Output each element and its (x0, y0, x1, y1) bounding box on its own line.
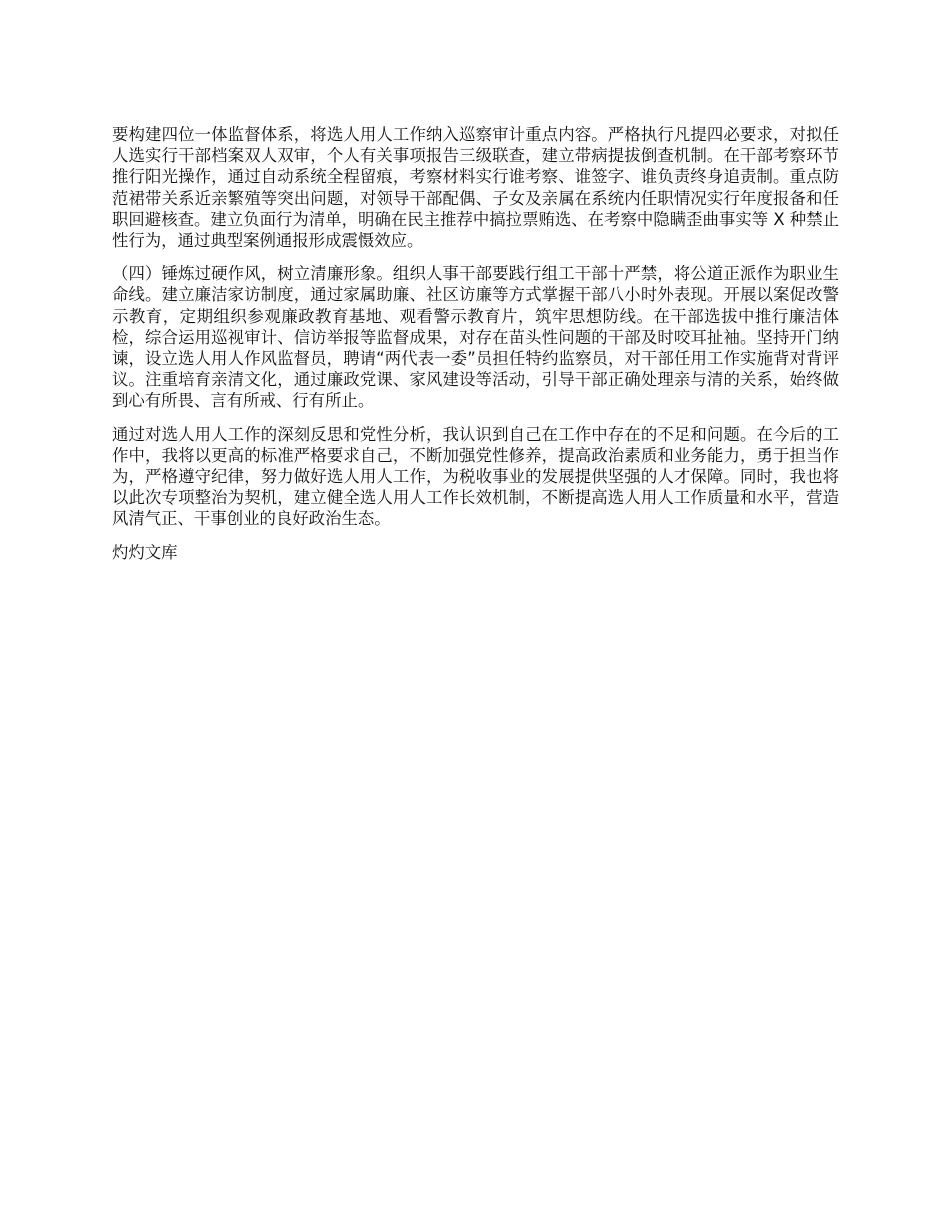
paragraph-supervision-system: 要构建四位一体监督体系，将选人用人工作纳入巡察审计重点内容。严格执行凡提四必要求，对拟任人选实行干部档案双人双审，个人有关事项报告三级联查，建立带病提拔倒查机制。在干部考察环节推行阳光操作，通过自动系统全程留痕，考察材料实行谁考察、谁签字、谁负责终身追责制。重点防范裙带关系近亲繁殖等突出问题，对领导干部配偶、子女及亲属在系统内任职情况实行年度报备和任职回避核查。建立负面行为清单，明确在民主推荐中搞拉票贿选、在考察中隐瞒歪曲事实等 X 种禁止性行为，通过典型案例通报形成震慑效应。 (112, 125, 839, 251)
paragraph-integrity-style: （四）锤炼过硬作风，树立清廉形象。组织人事干部要践行组工干部十严禁，将公道正派作为职业生命线。建立廉洁家访制度，通过家属助廉、社区访廉等方式掌握干部八小时外表现。开展以案促改警示教育，定期组织参观廉政教育基地、观看警示教育片，筑牢思想防线。在干部选拔中推行廉洁体检，综合运用巡视审计、信访举报等监督成果，对存在苗头性问题的干部及时咬耳扯袖。坚持开门纳谏，设立选人用人作风监督员，聘请“两代表一委”员担任特约监察员，对干部任用工作实施背对背评议。注重培育亲清文化，通过廉政党课、家风建设等活动，引导干部正确处理亲与清的关系，始终做到心有所畏、言有所戒、行有所止。 (112, 264, 839, 411)
document-signature: 灼灼文库 (112, 542, 178, 562)
paragraph-conclusion: 通过对选人用人工作的深刻反思和党性分析，我认识到自己在工作中存在的不足和问题。在今后的工作中，我将以更高的标准严格要求自己，不断加强党性修养，提高政治素质和业务能力，勇于担当作为，严格遵守纪律，努力做好选人用人工作，为税收事业的发展提供坚强的人才保障。同时，我也将以此次专项整治为契机，建立健全选人用人工作长效机制，不断提高选人用人工作质量和水平，营造风清气正、干事创业的良好政治生态。 (112, 424, 839, 529)
document-body (112, 124, 839, 575)
